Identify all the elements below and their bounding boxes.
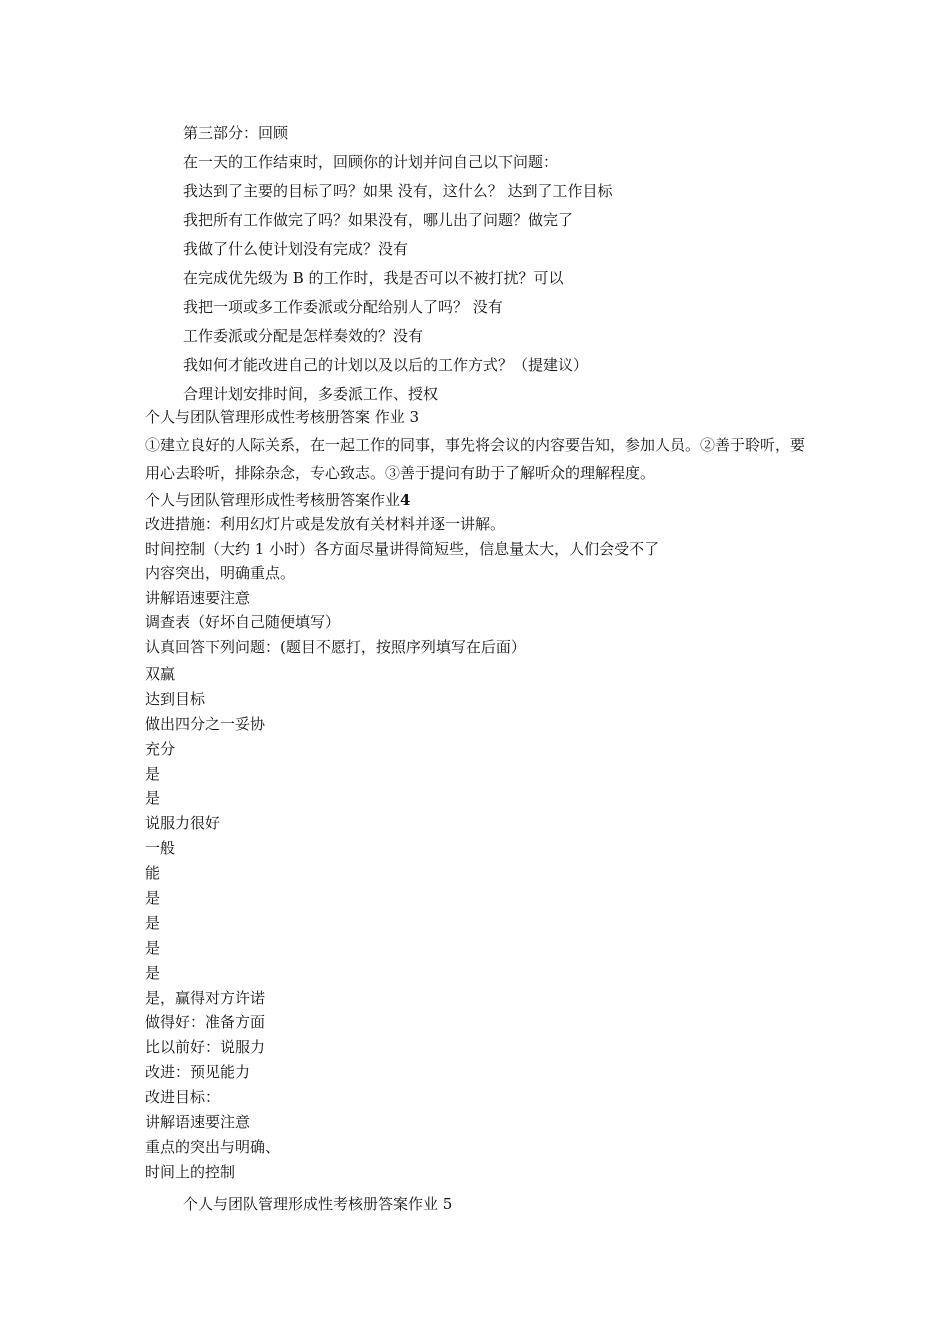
- homework-3-4-section: [145, 405, 825, 659]
- answer-item: 讲解语速要注意: [145, 1113, 251, 1132]
- answer-item: 说服力很好: [145, 814, 221, 833]
- answer-item: 比以前好：说服力: [145, 1038, 266, 1057]
- answer-item: 改进：预见能力: [145, 1063, 251, 1082]
- hw3-paragraph: ①建立良好的人际关系，在一起工作的同事，事先将会议的内容要告知，参加人员。②善于聆听，要用心去聆听，排除杂念，专心致志。③善于提问有助于了解听众的理解程度。: [145, 435, 806, 482]
- hw4-line: 时间控制（大约 1 小时）各方面尽量讲得简短些，信息量太大，人们会受不了: [145, 539, 660, 558]
- part3-answer: 合理计划安排时间，多委派工作、授权: [183, 385, 439, 403]
- answer-item: 达到目标: [145, 689, 206, 708]
- answer-item: 能: [145, 864, 161, 883]
- hw4-line: 认真回答下列问题：(题目不愿打，按照序列填写在后面）: [145, 637, 526, 656]
- answer-item: 充分: [145, 739, 176, 758]
- part3-title: 第三部分：回顾: [183, 124, 289, 142]
- part3-question: 在完成优先级为 B 的工作时，我是否可以不被打扰？可以: [183, 269, 564, 287]
- answer-item: 重点的突出与明确、: [145, 1137, 281, 1156]
- part3-question: 我把一项或多工作委派或分配给别人了吗？ 没有: [183, 298, 503, 316]
- answer-item: 是: [145, 913, 161, 932]
- hw4-line: 改进措施：利用幻灯片或是发放有关材料并逐一讲解。: [145, 515, 506, 533]
- answer-item: 做得好：准备方面: [145, 1013, 266, 1032]
- answer-item: 做出四分之一妥协: [145, 714, 266, 733]
- hw4-line: 讲解语速要注意: [145, 588, 251, 607]
- answer-item: 时间上的控制: [145, 1162, 236, 1181]
- answer-item: 改进目标：: [145, 1088, 221, 1107]
- answer-item: 是: [145, 889, 161, 908]
- part3-intro: 在一天的工作结束时，回顾你的计划并问自己以下问题：: [183, 153, 559, 171]
- part3-question: 我做了什么使计划没有完成？没有: [183, 240, 409, 258]
- answer-item: 是: [145, 789, 161, 808]
- answer-item: 是: [145, 938, 161, 957]
- hw4-heading-number: 4: [400, 490, 411, 509]
- part3-question: 我把所有工作做完了吗？如果没有，哪儿出了问题？做完了: [183, 211, 574, 229]
- part3-review-section: [183, 119, 863, 409]
- answer-item: 是: [145, 764, 161, 783]
- hw4-line: 调查表（好坏自己随便填写）: [145, 613, 341, 631]
- hw3-heading: 个人与团队管理形成性考核册答案 作业 3: [145, 408, 420, 426]
- answer-item: 是: [145, 963, 161, 982]
- answer-item: 一般: [145, 839, 176, 858]
- part3-question: 工作委派或分配是怎样奏效的？没有: [183, 327, 424, 345]
- hw4-heading: [145, 488, 825, 513]
- hw4-line: 内容突出，明确重点。: [145, 564, 296, 582]
- part3-question: 我如何才能改进自己的计划以及以后的工作方式？（提建议）: [183, 356, 589, 374]
- answer-item: 双赢: [145, 665, 176, 683]
- answer-item: 是，赢得对方许诺: [145, 988, 266, 1007]
- hw5-heading: 个人与团队管理形成性考核册答案作业 5: [183, 1195, 453, 1213]
- hw4-heading-text: 个人与团队管理形成性考核册答案作业: [145, 490, 401, 509]
- part3-question: 我达到了主要的目标了吗？如果 没有，这什么？ 达到了工作目标: [183, 182, 613, 200]
- hw4-answers-list: [145, 662, 825, 1185]
